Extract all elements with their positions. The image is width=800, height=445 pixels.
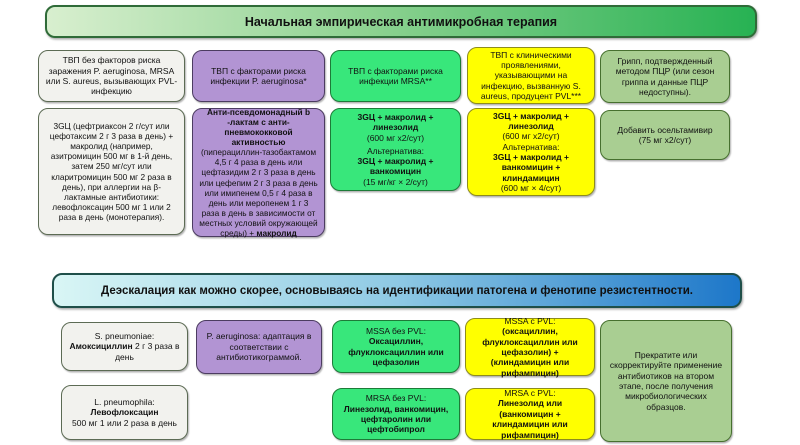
deescalation-title: Деэскалация как можно скорее, основываясь на идентификации патогена и фенотипе резистентности.: [101, 284, 693, 297]
box-therapy-pvl: [467, 108, 595, 196]
box-therapy-standard: [38, 108, 185, 235]
box-cap-risk-pseudomonas-text: ТВП с факторами риска инфекции P. aeruginosa*: [210, 65, 307, 86]
stop-adjust-note-text: Прекратите или скорректируйте применение антибиотиков на втором этапе, после получения микробиологических образцов.: [609, 349, 723, 412]
deescalation-bar: [52, 273, 742, 308]
lpneumophila-dose: 500 мг 1 или 2 раза в день: [72, 417, 177, 428]
box-influenza-pcr-text: Грипп, подтвержденный методом ПЦР (или сезон гриппа и данные ПЦР недоступны).: [615, 55, 715, 97]
box-lpneumophila: [61, 385, 188, 440]
box-cap-pvl-saureus-text: ТВП с клиническими проявлениями, указывающими на инфекцию, вызванную S. aureus, продуцент PVL***: [480, 49, 582, 102]
mrsa-pvl-therapy: Линезолид или (ванкомицин + клиндамицин или рифампицин): [492, 398, 568, 440]
box-cap-no-risk-factors: [38, 50, 185, 102]
box-mrsa-no-pvl: [332, 388, 460, 440]
box-mssa-pvl: [465, 315, 595, 378]
box-therapy-antipseudomonal: [192, 108, 325, 237]
box-cap-risk-mrsa-text: ТВП с факторами риска инфекции MRSA**: [348, 65, 443, 86]
box-add-oseltamivir: [600, 110, 730, 160]
therapy-mrsa-dose1: (600 мг х2/сут): [366, 132, 425, 143]
box-therapy-antipseudomonal-title: Анти-псевдомонадный b -лактам с анти-пневмококковой активностью: [206, 106, 311, 148]
box-therapy-mrsa: [330, 108, 461, 191]
mssa-no-pvl-therapy: Оксациллин, флуклоксациллин или цефазолин: [348, 336, 444, 367]
mrsa-no-pvl-label: MRSA без PVL:: [365, 393, 427, 404]
box-mssa-no-pvl: [332, 320, 460, 373]
therapy-mrsa-alt-dose: (15 мг/кг × 2/сут): [363, 176, 428, 187]
therapy-pvl-alt-label: Альтернатива:: [502, 141, 560, 152]
mrsa-no-pvl-therapy: Линезолид, ванкомицин, цефтаролин или цефтобипрол: [343, 403, 449, 435]
therapy-mrsa-alt1: 3GЦ + макролид + ванкомицин: [357, 155, 434, 177]
lpneumophila-label: L. pneumophila:: [94, 396, 155, 407]
therapy-pvl-alt-dose: (600 мг × 4/сут): [500, 183, 562, 194]
mrsa-pvl-label: MRSA с PVL:: [504, 388, 556, 399]
box-spneumoniae: [61, 322, 188, 371]
paeruginosa-adapt-text: P. aeruginosa: адаптация в соответствии с антибиотикограммой.: [206, 331, 312, 363]
box-cap-risk-pseudomonas: [192, 50, 325, 102]
therapy-pvl-alt1: 3GЦ + макролид + ванкомицин + клиндамицин: [493, 152, 569, 183]
therapy-pvl-line1: 3GЦ + макролид + линезолид: [493, 110, 569, 131]
spneumoniae-therapy: Амоксициллин 2 г 3 раза в день: [69, 341, 180, 362]
add-oseltamivir-dose: (75 мг х2/сут): [638, 135, 692, 145]
add-oseltamivir-line1: Добавить осельтамивир: [617, 124, 713, 135]
therapy-mrsa-alt-label: Альтернатива:: [366, 145, 425, 156]
therapy-mrsa-line1: 3GЦ + макролид + линезолид: [357, 112, 434, 133]
box-mrsa-pvl: [465, 388, 595, 440]
spneumoniae-label: S. pneumoniae:: [94, 330, 155, 341]
therapy-pvl-dose1: (600 мг х2/сут): [502, 131, 560, 142]
mssa-pvl-therapy: (оксациллин, флуклоксациллин или цефазолин) + (клиндамицин или рифампицин): [482, 326, 578, 378]
mssa-no-pvl-label: MSSA без PVL:: [366, 325, 426, 336]
box-stop-adjust-note: [600, 320, 732, 442]
mssa-pvl-label: MSSA с PVL:: [504, 315, 556, 326]
box-cap-no-risk-factors-text: ТВП без факторов риска заражения P. aeruginosa, MRSA или S. aureus, вызывающих PVL-инфекцию: [45, 55, 178, 97]
box-cap-risk-mrsa: [330, 50, 461, 102]
box-therapy-antipseudomonal-body: (пиперациллин-тазобактамом 4,5 г 4 раза в день или цефтазидим 2 г 3 раза в день или цефепим 2 г 3 раза в день или имипенем 0,5 г 4 раза в день или меропенем 1 г 3 раза в день в зависимости от местных условий окружающей среды) + макролид: [199, 147, 318, 239]
box-cap-pvl-saureus: [467, 47, 595, 104]
box-paeruginosa-adapt: [196, 320, 322, 374]
initial-therapy-header-bar: [45, 5, 757, 38]
initial-therapy-title: Начальная эмпирическая антимикробная терапия: [244, 14, 558, 29]
lpneumophila-therapy: Левофлоксацин: [90, 407, 159, 418]
box-therapy-standard-text: 3GЦ (цефтриаксон 2 г/сут или цефотаксим 2 г 3 раза в день) + макролид (например, азитромицин 500 мг в 1-й день, затем 250 мг/сут или кларитромицин 500 мг 2 раза в день), при аллергии на β-лактамные антибиотики: левофлоксацин 500 мг 1 или 2 раза в день (монотерапия).: [49, 120, 174, 222]
box-influenza-pcr: [600, 50, 730, 103]
